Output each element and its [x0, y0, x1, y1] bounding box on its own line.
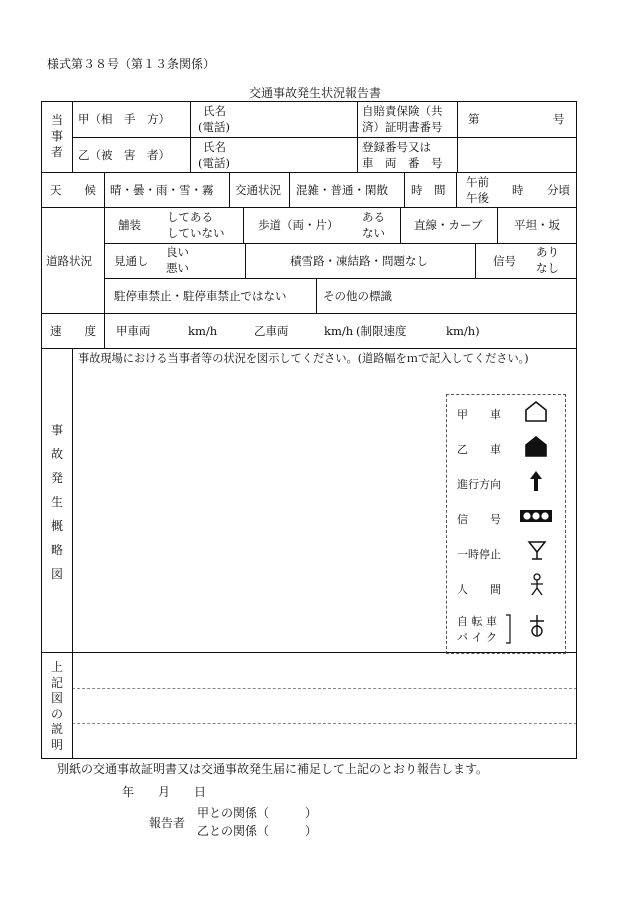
diagram-instruction: 事故現場における当事者等の状況を図示してください。(道路幅をｍで記入してください。) [78, 352, 529, 365]
signal-label: 信号 [493, 254, 516, 268]
legend-direction-label: 進行方向 [457, 478, 501, 491]
sidewalk-exists: ある [362, 210, 385, 224]
otsu-relation: 乙との関係（ ） [197, 824, 318, 838]
traffic-signal-icon [519, 509, 553, 523]
bicycle-icon [527, 613, 547, 639]
traffic-label: 交通状況 [235, 183, 281, 197]
bracket-icon [505, 614, 513, 644]
insurance-number-go: 号 [553, 112, 565, 126]
otsu-vehicle-speed-label: 乙車両 [254, 324, 289, 338]
time-pm: 午後 [466, 191, 489, 205]
footer-statement: 別紙の交通事故証明書又は交通事故発生届に補足して上記のとおり報告します。 [57, 762, 489, 776]
legend-kou-car-label: 甲 車 [457, 408, 501, 421]
legend-motorbike-label: バ イ ク [457, 631, 497, 644]
person-icon [529, 573, 545, 597]
legend-stop-label: 一時停止 [457, 548, 501, 561]
sidewalk-not-exists: ない [362, 226, 385, 240]
legend-bicycle-label: 自 転 車 [457, 615, 497, 628]
paved-label: 舗装 [118, 218, 141, 232]
signal-yes: あり [536, 245, 559, 259]
weather-options: 晴・曇・雨・雪・霧 [110, 183, 214, 197]
insurance-number-dai: 第 [468, 112, 480, 126]
paved-yes: してある [167, 210, 213, 224]
date-day: 日 [194, 785, 207, 799]
surface-condition: 積雪路・凍結路・問題なし [290, 254, 428, 268]
date-year: 年 [122, 785, 135, 799]
diagram-drawing-area[interactable] [73, 370, 443, 650]
kou-relation: 甲との関係（ ） [197, 806, 318, 820]
otsu-name-label: 氏名 [203, 140, 226, 154]
stop-sign-icon [527, 539, 547, 561]
kou-phone-label: (電話) [198, 120, 230, 134]
sidewalk-label: 歩道（両・片） [258, 218, 339, 232]
arrow-up-icon [529, 469, 543, 493]
weather-label: 天 候 [50, 183, 96, 197]
parties-label: 当事者 [50, 113, 63, 159]
legend-otsu-car-label: 乙 車 [457, 443, 501, 456]
kou-vehicle-speed-label: 甲車両 [116, 324, 151, 338]
parking-restriction: 駐停車禁止・駐停車禁止ではない [114, 289, 287, 303]
speed-limit-label: (制限速度 [356, 324, 407, 338]
time-label: 時 間 [411, 183, 446, 197]
diagram-label: 事故発生概略図 [50, 423, 63, 581]
otsu-phone-label: (電話) [198, 156, 230, 170]
kou-name-label: 氏名 [203, 104, 226, 118]
legend-box [446, 394, 566, 654]
time-hour: 時 [512, 183, 524, 197]
legend-person-label: 人 間 [457, 583, 501, 596]
flat-slope: 平坦・坂 [514, 218, 560, 232]
registration-label-2: 車 両 番 号 [362, 156, 443, 170]
visibility-label: 見通し [114, 254, 149, 268]
form-number: 様式第３８号（第１３条関係） [47, 57, 216, 71]
house-filled-icon [524, 435, 548, 457]
explanation-input[interactable] [73, 653, 575, 757]
reporter-label: 報告者 [149, 816, 186, 830]
time-minute: 分頃 [547, 183, 570, 197]
otsu-speed-unit: km/h [324, 324, 354, 338]
kou-speed-unit: km/h [188, 324, 218, 338]
party-otsu-label: 乙（被 害 者） [78, 148, 170, 162]
house-outline-icon [524, 400, 548, 422]
paved-no: していない [167, 226, 225, 240]
signal-no: なし [536, 261, 559, 275]
other-signs-label: その他の標識 [323, 289, 392, 303]
registration-label-1: 登録番号又は [362, 140, 431, 154]
party-kou-label: 甲（相 手 方） [78, 112, 170, 126]
explanation-label: 上記図の説明 [50, 660, 63, 752]
visibility-good: 良い [166, 245, 189, 259]
legend-signal-label: 信 号 [457, 513, 501, 526]
speed-limit-unit: km/h) [446, 324, 480, 338]
date-month: 月 [158, 785, 171, 799]
insurance-label-2: 済）証明書番号 [362, 120, 443, 134]
traffic-options: 混雑・普通・閑散 [296, 183, 388, 197]
road-label: 道路状況 [46, 254, 92, 268]
document-title: 交通事故発生状況報告書 [248, 86, 381, 100]
insurance-label-1: 自賠責保険（共 [362, 104, 443, 118]
straight-curve: 直線・カーブ [414, 218, 483, 232]
speed-label: 速 度 [50, 324, 96, 338]
time-am: 午前 [466, 175, 489, 189]
visibility-bad: 悪い [166, 261, 189, 275]
